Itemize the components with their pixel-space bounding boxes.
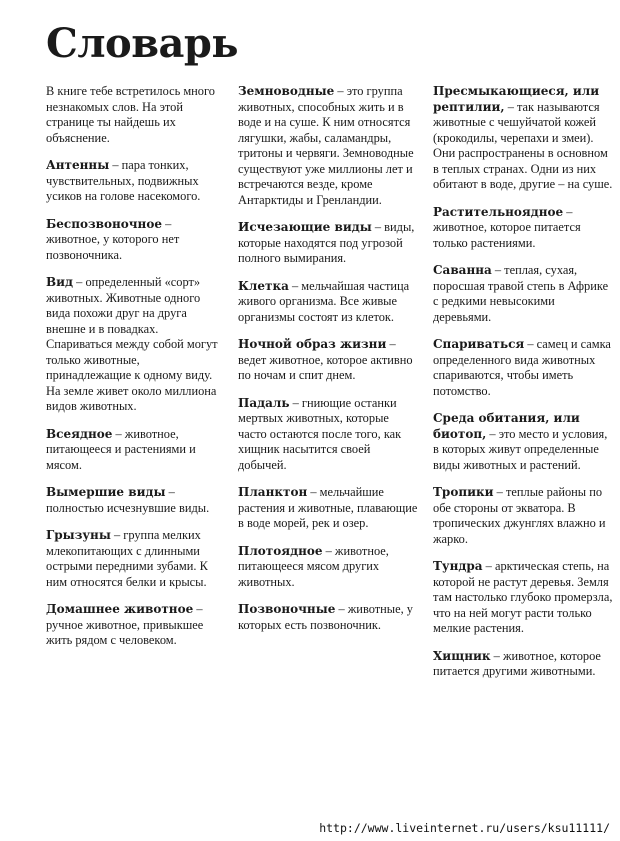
glossary-entry [46, 602, 224, 649]
term-separator: – [490, 648, 503, 663]
term-separator: – [334, 84, 347, 98]
glossary-definition: группа мелких млекопитающих с длинными острыми передними зубами. К ним относятся белки и крысы. [46, 528, 208, 589]
glossary-definition: пара тонких, чувствительных, подвижных усиков на голове насекомого. [46, 158, 201, 203]
glossary-term: Клетка [238, 278, 289, 293]
glossary-definition: теплая, сухая, поросшая травой степь в Африке с редкими невысокими деревьями. [433, 263, 609, 324]
glossary-definition: животное, питающееся и растениями и мясом. [46, 426, 196, 472]
term-separator: – [73, 275, 86, 289]
glossary-term: Саванна [433, 263, 492, 277]
glossary-entry [433, 559, 613, 637]
glossary-term: Позвоночные [238, 602, 336, 616]
glossary-definition: животное, которое питается только растениями. [433, 220, 581, 250]
glossary-definition: животные, у которых есть позвоночник. [238, 602, 414, 632]
glossary-term: Домашнее животное [46, 602, 194, 616]
glossary-entry [238, 220, 418, 267]
glossary-definition: ведет животное, которое активно по ночам и спит днем. [238, 352, 413, 382]
term-separator: – [371, 220, 385, 234]
term-separator: – [335, 602, 348, 616]
glossary-term: Тропики [433, 485, 494, 499]
term-separator: – [563, 204, 573, 219]
glossary-entry [433, 205, 613, 252]
footer-url: http://www.liveinternet.ru/users/ksu11111/ [319, 821, 610, 835]
term-separator: – [524, 337, 537, 351]
glossary-entry [46, 485, 224, 516]
glossary-term: Ночной образ жизни [238, 337, 387, 351]
term-separator: – [193, 602, 203, 616]
glossary-column-2 [238, 84, 418, 645]
term-separator: – [504, 99, 517, 114]
glossary-term: Планктон [238, 485, 308, 499]
glossary-definition: так называются животные с чешуйчатой кожей (крокодилы, черепахи и змеи). Они распространены в основном в теплых странах. Одни из них обитают в воде, другие – на суше. [433, 99, 613, 191]
glossary-entry [238, 337, 418, 384]
glossary-entry [433, 263, 613, 325]
page-title: Словарь [46, 20, 239, 67]
glossary-term: Земноводные [238, 84, 335, 98]
term-separator: – [482, 559, 495, 573]
glossary-definition: теплые районы по обе стороны от экватора. В тропических джунглях влажно и жарко. [433, 485, 606, 546]
glossary-entry [238, 544, 418, 591]
glossary-entry [46, 217, 224, 264]
glossary-entry [46, 158, 224, 205]
glossary-term: Грызуны [46, 528, 111, 542]
term-separator: – [322, 543, 335, 558]
term-separator: – [110, 528, 124, 542]
glossary-definition: мельчайшая частица живого организма. Все живые организмы состоят из клеток. [238, 278, 410, 324]
glossary-definition: определенный «сорт» животных. Животные одного вида похожи друг на друга внешне и в повадках. Спариваться между собой могут только животные, принадлежащие к одному виду. На земле живет около миллиона видов животных. [46, 275, 218, 413]
glossary-term: Среда обитания, или биотоп, [433, 411, 580, 441]
term-separator: – [288, 278, 302, 293]
term-separator: – [109, 158, 122, 172]
glossary-definition: полностью исчезнувшие виды. [46, 500, 210, 515]
glossary-definition: арктическая степь, на которой не растут деревья. Земля там настолько глубоко промерзла, что на ней могут расти только мелкие растения. [433, 559, 613, 635]
term-separator: – [491, 263, 505, 277]
glossary-definition: виды, которые находятся под угрозой полного вымирания. [238, 220, 415, 265]
glossary-term: Исчезающие виды [238, 220, 372, 234]
glossary-entry [46, 427, 224, 474]
glossary-column-3 [433, 84, 613, 692]
glossary-entry [238, 485, 418, 532]
glossary-entry [238, 396, 418, 474]
glossary-entry [46, 528, 224, 590]
glossary-term: Антенны [46, 158, 110, 172]
term-separator: – [289, 395, 302, 410]
glossary-entry [433, 337, 613, 399]
intro-text: В книге тебе встретилось много незнакомых слов. На этой странице ты найдешь их объяснение. [46, 84, 215, 145]
glossary-entry [238, 84, 418, 208]
term-separator: – [493, 485, 506, 499]
glossary-entry [433, 411, 613, 473]
glossary-entry [238, 279, 418, 326]
glossary-definition: животное, питающееся мясом других животных. [238, 543, 389, 589]
glossary-definition: животное, которое питается другими животными. [433, 648, 601, 678]
glossary-entry [46, 275, 224, 415]
glossary-term: Падаль [238, 395, 290, 410]
glossary-entry [433, 84, 613, 193]
glossary-definition: это место и условия, в которых живут определенные виды животных и растений. [433, 426, 608, 472]
glossary-term: Вымершие виды [46, 485, 166, 499]
glossary-definition: животное, у которого нет позвоночника. [46, 232, 180, 262]
glossary-definition: мельчайшие растения и животные, плавающие в воде морей, рек и озер. [238, 485, 418, 530]
glossary-term: Плотоядное [238, 543, 323, 558]
glossary-definition: ручное животное, привыкшее жить рядом с человеком. [46, 617, 204, 647]
glossary-term: Вид [46, 275, 74, 289]
glossary-term: Спариваться [433, 337, 525, 351]
glossary-entry [433, 485, 613, 547]
glossary-term: Всеядное [46, 426, 113, 441]
term-separator: – [486, 426, 499, 441]
glossary-term: Пресмыкающиеся, или рептилии, [433, 84, 600, 114]
glossary-term: Растительноядное [433, 204, 564, 219]
term-separator: – [386, 337, 396, 351]
glossary-term: Беспозвоночное [46, 216, 162, 231]
term-separator: – [112, 426, 125, 441]
glossary-term: Тундра [433, 559, 483, 573]
term-separator: – [307, 485, 320, 499]
glossary-column-1 [46, 84, 224, 661]
glossary-entry [238, 602, 418, 633]
glossary-term: Хищник [433, 648, 491, 663]
term-separator: – [165, 485, 175, 499]
glossary-entry [433, 649, 613, 680]
term-separator: – [161, 216, 172, 231]
glossary-definition: гниющие останки мертвых животных, которые часто остаются после того, как хищник насытится своей добычей. [238, 395, 402, 472]
glossary-definition: самец и самка определенного вида животных спариваются, чтобы иметь потомство. [433, 337, 611, 398]
glossary-definition: это группа животных, способных жить и в воде и на суше. К ним относятся лягушки, жабы, саламандры, тритоны и червяги. Земноводные существуют уже миллионы лет и встречаются везде, кроме Антарктиды и Гренландии. [238, 84, 414, 207]
